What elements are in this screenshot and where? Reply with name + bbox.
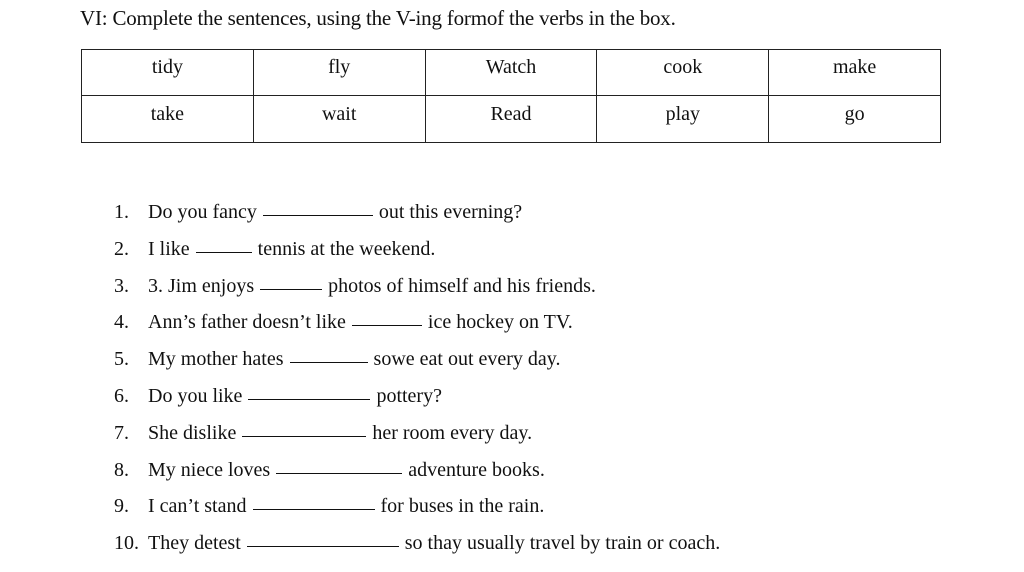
sentence-number: 7.	[114, 421, 129, 444]
sentence-text-after: photos of himself and his friends.	[328, 274, 596, 297]
word-box-row-1	[82, 50, 941, 96]
sentence-item	[114, 380, 720, 417]
sentence-number: 8.	[114, 458, 129, 481]
answer-blank[interactable]	[253, 508, 375, 510]
sentence-item	[114, 490, 720, 527]
sentence-item	[114, 527, 720, 564]
verb-word-box	[81, 49, 941, 143]
sentence-text-before: She dislike	[148, 421, 237, 444]
sentence-text-before: My niece loves	[148, 458, 271, 481]
word-cell: take	[82, 96, 254, 143]
word-cell: play	[597, 96, 769, 143]
exercise-title: VI: Complete the sentences, using the V-ing formof the verbs in the box.	[80, 6, 676, 30]
sentence-text-after: adventure books.	[408, 458, 545, 481]
word-cell: go	[769, 96, 941, 143]
sentence-item	[114, 454, 720, 491]
sentence-number: 1.	[114, 201, 129, 223]
sentence-text-after: ice hockey on TV.	[427, 311, 573, 334]
sentence-text-before: I like	[148, 237, 190, 260]
sentence-text-before: Do you like	[148, 384, 243, 407]
answer-blank[interactable]	[260, 288, 322, 290]
sentence-number: 2.	[114, 237, 129, 260]
sentence-text-after: pottery?	[376, 384, 442, 407]
answer-blank[interactable]	[290, 361, 368, 363]
sentence-item	[114, 233, 720, 270]
sentence-number: 10.	[114, 532, 139, 555]
word-cell: Watch	[425, 50, 597, 96]
sentence-item	[114, 270, 720, 307]
sentence-number: 5.	[114, 348, 129, 371]
sentence-item	[114, 196, 720, 233]
answer-blank[interactable]	[276, 472, 402, 474]
sentence-text-after: tennis at the weekend.	[257, 237, 436, 260]
sentence-text-after: sowe eat out every day.	[373, 348, 561, 371]
sentence-number: 6.	[114, 384, 129, 407]
sentence-text-before: Ann’s father doesn’t like	[148, 311, 346, 334]
sentence-number: 3.	[114, 274, 129, 297]
sentence-text-before: My mother hates	[148, 348, 284, 371]
word-cell: wait	[253, 96, 425, 143]
sentence-item	[114, 343, 720, 380]
answer-blank[interactable]	[248, 398, 370, 400]
word-cell: fly	[253, 50, 425, 96]
word-cell: cook	[597, 50, 769, 96]
word-box-row-2	[82, 96, 941, 143]
sentence-number: 4.	[114, 311, 129, 334]
sentence-text-after: out this everning?	[378, 201, 523, 223]
sentence-text-after: so thay usually travel by train or coach.	[404, 532, 721, 555]
sentence-text-before: Do you fancy	[148, 201, 257, 223]
answer-blank[interactable]	[196, 251, 252, 253]
word-cell: Read	[425, 96, 597, 143]
sentence-text-after: her room every day.	[372, 421, 533, 444]
sentence-number: 9.	[114, 495, 129, 518]
word-cell: make	[769, 50, 941, 96]
sentence-item	[114, 306, 720, 343]
answer-blank[interactable]	[263, 214, 373, 216]
answer-blank[interactable]	[242, 435, 366, 437]
sentence-text-before: They detest	[148, 532, 241, 555]
word-cell: tidy	[82, 50, 254, 96]
sentence-item	[114, 417, 720, 454]
sentence-list	[114, 196, 720, 564]
sentence-text-after: for buses in the rain.	[380, 495, 545, 518]
sentence-text-before: I can’t stand	[148, 495, 247, 518]
answer-blank[interactable]	[352, 324, 422, 326]
answer-blank[interactable]	[247, 545, 399, 547]
sentence-text-before: 3. Jim enjoys	[148, 274, 255, 297]
